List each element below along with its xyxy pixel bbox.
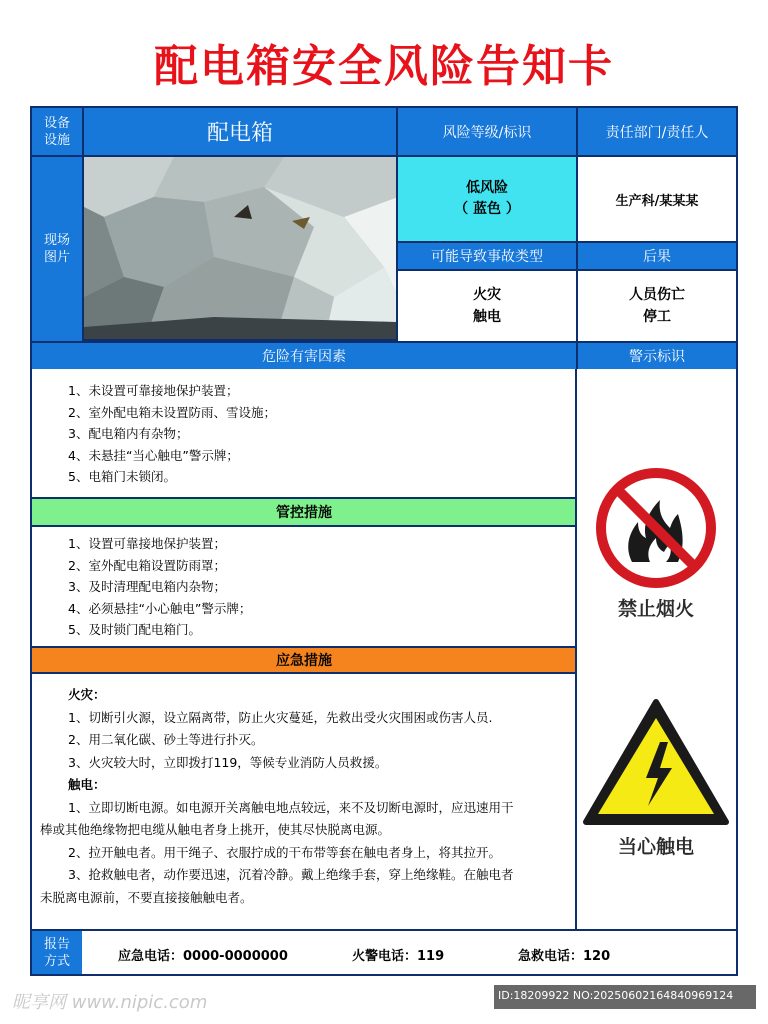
electric-shock-warning-icon xyxy=(582,698,730,826)
risk-level-box xyxy=(396,155,576,241)
shock-title: 触电： xyxy=(68,777,106,792)
electric-shock-sign xyxy=(582,698,730,826)
watermark-id: ID:18209922 NO:20250602164840969124 xyxy=(498,989,734,1002)
dept-value: 生产科/某某某 xyxy=(576,155,736,241)
hazard-item: 4、未悬挂“当心触电”警示牌； xyxy=(68,447,239,463)
hazards-list xyxy=(68,380,568,488)
dept-header: 责任部门/责任人 xyxy=(576,108,736,155)
shock-item: 2、拉开触电者。用干绳子、衣服拧成的干布带等套在触电者身上，将其拉开。 xyxy=(68,844,501,860)
consequence-item: 停工 xyxy=(643,309,671,325)
accident-type-item: 火灾 xyxy=(473,287,501,303)
report-row-border xyxy=(32,929,736,931)
electric-shock-label: 当心触电 xyxy=(617,836,694,858)
shock-item-cont: 未脱离电源前，不要直接接触触电者。 xyxy=(40,889,253,905)
no-fire-icon xyxy=(594,466,718,590)
control-item: 1、设置可靠接地保护装置； xyxy=(68,536,226,551)
fire-item: 2、用二氧化碳、砂土等进行扑灭。 xyxy=(68,732,264,747)
hazard-item: 2、室外配电箱未设置防雨、雪设施； xyxy=(68,404,276,420)
site-photo-image xyxy=(84,157,396,341)
control-item: 3、及时清理配电箱内杂物； xyxy=(68,579,226,594)
shock-item-cont: 棒或其他绝缘物把电缆从触电者身上挑开，使其尽快脱离电源。 xyxy=(40,822,391,837)
hazards-header: 危险有害因素 xyxy=(32,341,576,369)
risk-color-text: （ 蓝色 ） xyxy=(454,201,520,217)
photo-label: 现场 图片 xyxy=(32,155,82,341)
no-fire-sign xyxy=(594,466,718,590)
control-item: 5、及时锁门配电箱门。 xyxy=(68,622,201,637)
hazard-item: 3、配电箱内有杂物； xyxy=(68,426,189,441)
device-label: 设备 设施 xyxy=(32,108,82,155)
accident-type-header: 可能导致事故类型 xyxy=(396,241,576,269)
controls-header: 管控措施 xyxy=(32,497,576,527)
report-label: 报告 方式 xyxy=(32,931,82,974)
consequence-item: 人员伤亡 xyxy=(629,287,685,303)
risk-level-text: 低风险 xyxy=(466,180,508,196)
shock-item: 1、立即切断电源。如电源开关离触电地点较远，来不及切断电源时，应迅速用干 xyxy=(68,799,514,815)
risk-level-header: 风险等级/标识 xyxy=(396,108,576,155)
fire-item: 3、火灾较大时，立即拨打119，等候专业消防人员救援。 xyxy=(68,754,388,770)
control-item: 2、室外配电箱设置防雨罩； xyxy=(68,557,226,573)
consequence-header: 后果 xyxy=(576,241,736,269)
fire-item: 1、切断引火源，设立隔离带，防止火灾蔓延，先救出受火灾围困或伤害人员. xyxy=(68,709,493,725)
controls-list xyxy=(68,533,568,641)
control-item: 4、必须悬挂“小心触电”警示牌； xyxy=(68,600,252,616)
fire-title: 火灾： xyxy=(68,687,106,702)
hazard-item: 5、电箱门未锁闭。 xyxy=(68,469,176,484)
consequences xyxy=(576,269,736,341)
shock-item: 3、抢救触电者，动作要迅速，沉着冷静。戴上绝缘手套，穿上绝缘鞋。在触电者 xyxy=(68,867,514,882)
site-photo xyxy=(82,155,396,341)
accident-types xyxy=(396,269,576,341)
accident-type-item: 触电 xyxy=(473,309,501,325)
no-fire-label: 禁止烟火 xyxy=(617,598,694,620)
hazard-item: 1、未设置可靠接地保护装置； xyxy=(68,383,239,398)
page-title: 配电箱安全风险告知卡 xyxy=(154,41,614,92)
watermark-logo: 昵享网 www.nipic.com xyxy=(12,992,208,1013)
fire-phone: 火警电话：119 xyxy=(352,949,445,964)
warning-header: 警示标识 xyxy=(576,341,736,369)
emergency-list xyxy=(40,684,570,909)
device-name: 配电箱 xyxy=(82,108,396,155)
ambulance-phone: 急救电话：120 xyxy=(518,949,611,964)
emergency-header: 应急措施 xyxy=(32,646,576,674)
emergency-phone: 应急电话：0000-0000000 xyxy=(118,949,288,964)
